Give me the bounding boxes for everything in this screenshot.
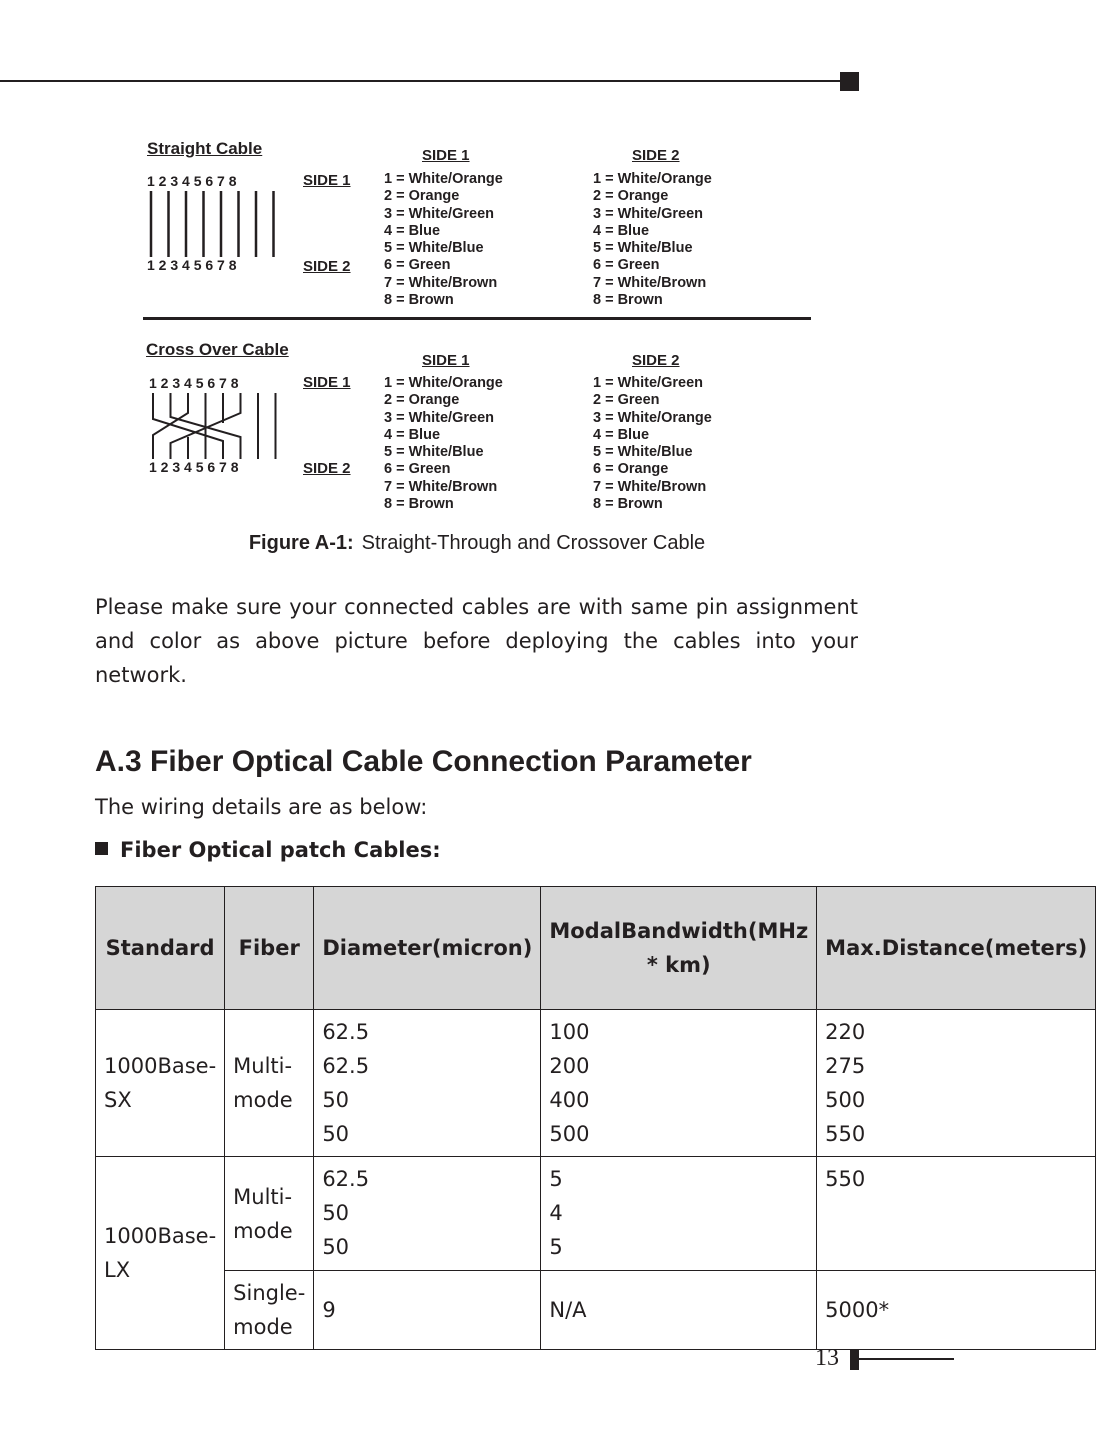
pin-entry: 8 = Brown bbox=[384, 292, 454, 309]
cell-distance: 550 bbox=[817, 1157, 1096, 1271]
header-square-mark bbox=[840, 72, 859, 91]
cell-bandwidth: 100 200 400 500 bbox=[541, 1010, 817, 1157]
straight-side1-list bbox=[384, 171, 503, 309]
pin-entry: 4 = Blue bbox=[384, 426, 441, 443]
cross-side1-label: SIDE 1 bbox=[303, 374, 351, 391]
figure-caption bbox=[0, 532, 954, 555]
footer-bar-mark bbox=[850, 1350, 859, 1370]
cross-pins-bottom: 1 2 3 4 5 6 7 8 bbox=[149, 459, 239, 475]
pin-entry: 5 = White/Blue bbox=[384, 240, 484, 257]
cell-distance: 220 275 500 550 bbox=[817, 1010, 1096, 1157]
cell-fiber: Single-mode bbox=[225, 1271, 314, 1350]
section-title: A.3 Fiber Optical Cable Connection Parameter bbox=[95, 745, 752, 778]
pin-entry: 1 = White/Orange bbox=[384, 375, 503, 391]
cross-side2-label: SIDE 2 bbox=[303, 460, 351, 477]
pin-entry: 5 = White/Blue bbox=[593, 240, 693, 257]
header-diameter: Diameter(micron) bbox=[314, 887, 541, 1010]
table-row bbox=[96, 1010, 1096, 1157]
pin-entry: 7 = White/Brown bbox=[593, 478, 707, 495]
pin-entry: 8 = Brown bbox=[593, 292, 663, 309]
pin-entry: 7 = White/Brown bbox=[593, 274, 707, 291]
header-distance: Max.Distance(meters) bbox=[817, 887, 1096, 1010]
bullet-heading bbox=[95, 838, 441, 862]
pin-entry: 2 = Orange bbox=[384, 392, 460, 409]
page-number: 13 bbox=[815, 1345, 839, 1371]
pin-entry: 7 = White/Brown bbox=[384, 274, 498, 291]
straight-wire-diagram bbox=[147, 191, 282, 257]
pin-entry: 4 = Blue bbox=[384, 222, 441, 239]
straight-cable-title: Straight Cable bbox=[147, 139, 263, 158]
pin-entry: 3 = White/Green bbox=[384, 205, 494, 222]
straight-side2-list bbox=[593, 171, 712, 309]
diagram-divider bbox=[143, 317, 811, 320]
pin-entry: 6 = Green bbox=[593, 257, 660, 274]
cell-diameter: 62.5 50 50 bbox=[314, 1157, 541, 1271]
straight-col2-header: SIDE 2 bbox=[632, 147, 680, 164]
pin-entry: 1 = White/Green bbox=[593, 375, 703, 391]
pin-entry: 3 = White/Orange bbox=[593, 409, 712, 426]
header-standard: Standard bbox=[96, 887, 225, 1010]
header-fiber: Fiber bbox=[225, 887, 314, 1010]
pin-entry: 4 = Blue bbox=[593, 222, 650, 239]
pin-entry: 6 = Orange bbox=[593, 461, 669, 478]
pin-entry: 1 = White/Orange bbox=[593, 171, 712, 187]
pin-entry: 6 = Green bbox=[384, 257, 451, 274]
cell-standard: 1000Base-SX bbox=[96, 1010, 225, 1157]
pin-entry: 7 = White/Brown bbox=[384, 478, 498, 495]
section-intro: The wiring details are as below: bbox=[95, 795, 428, 819]
table-row bbox=[96, 1271, 1096, 1350]
pin-entry: 1 = White/Orange bbox=[384, 171, 503, 187]
pin-entry: 6 = Green bbox=[384, 461, 451, 478]
figure-caption-text: Straight-Through and Crossover Cable bbox=[361, 532, 706, 554]
pin-entry: 8 = Brown bbox=[593, 496, 663, 513]
pin-entry: 5 = White/Blue bbox=[384, 444, 484, 461]
cell-fiber: Multi-mode bbox=[225, 1157, 314, 1271]
table-row bbox=[96, 1157, 1096, 1271]
cell-bandwidth: N/A bbox=[541, 1271, 817, 1350]
cell-fiber: Multi-mode bbox=[225, 1010, 314, 1157]
body-paragraph: Please make sure your connected cables are with same pin assignment and color as above picture before deploying the cables into your network. bbox=[95, 595, 858, 687]
pin-entry: 2 = Orange bbox=[593, 188, 669, 205]
bullet-square-icon bbox=[95, 842, 108, 855]
footer-rule bbox=[858, 1358, 954, 1360]
cross-wire-diagram bbox=[149, 393, 284, 459]
pin-entry: 3 = White/Green bbox=[384, 409, 494, 426]
fiber-spec-table bbox=[95, 886, 1096, 1350]
cross-col1-header: SIDE 1 bbox=[422, 352, 470, 369]
cell-bandwidth: 5 4 5 bbox=[541, 1157, 817, 1271]
pin-entry: 2 = Orange bbox=[384, 188, 460, 205]
pin-entry: 4 = Blue bbox=[593, 426, 650, 443]
cell-standard: 1000Base-LX bbox=[96, 1157, 225, 1350]
cell-diameter: 62.5 62.5 50 50 bbox=[314, 1010, 541, 1157]
straight-pins-top: 1 2 3 4 5 6 7 8 bbox=[147, 173, 237, 189]
cell-diameter: 9 bbox=[314, 1271, 541, 1350]
header-rule bbox=[0, 80, 845, 82]
straight-col1-header: SIDE 1 bbox=[422, 147, 470, 164]
table-header-row bbox=[96, 887, 1096, 1010]
pin-entry: 5 = White/Blue bbox=[593, 444, 693, 461]
header-bandwidth: ModalBandwidth(MHz * km) bbox=[541, 887, 817, 1010]
straight-side2-label: SIDE 2 bbox=[303, 258, 351, 275]
cell-distance: 5000* bbox=[817, 1271, 1096, 1350]
cross-pins-top: 1 2 3 4 5 6 7 8 bbox=[149, 375, 239, 391]
bullet-heading-text: Fiber Optical patch Cables: bbox=[120, 838, 441, 862]
pin-entry: 3 = White/Green bbox=[593, 205, 703, 222]
straight-side1-label: SIDE 1 bbox=[303, 172, 351, 189]
cross-cable-title: Cross Over Cable bbox=[146, 340, 289, 359]
cross-side1-list bbox=[384, 375, 503, 513]
pin-entry: 2 = Green bbox=[593, 392, 660, 409]
cross-side2-list bbox=[593, 375, 712, 513]
figure-label: Figure A-1: bbox=[248, 532, 354, 554]
cross-col2-header: SIDE 2 bbox=[632, 352, 680, 369]
pin-entry: 8 = Brown bbox=[384, 496, 454, 513]
straight-pins-bottom: 1 2 3 4 5 6 7 8 bbox=[147, 257, 237, 273]
